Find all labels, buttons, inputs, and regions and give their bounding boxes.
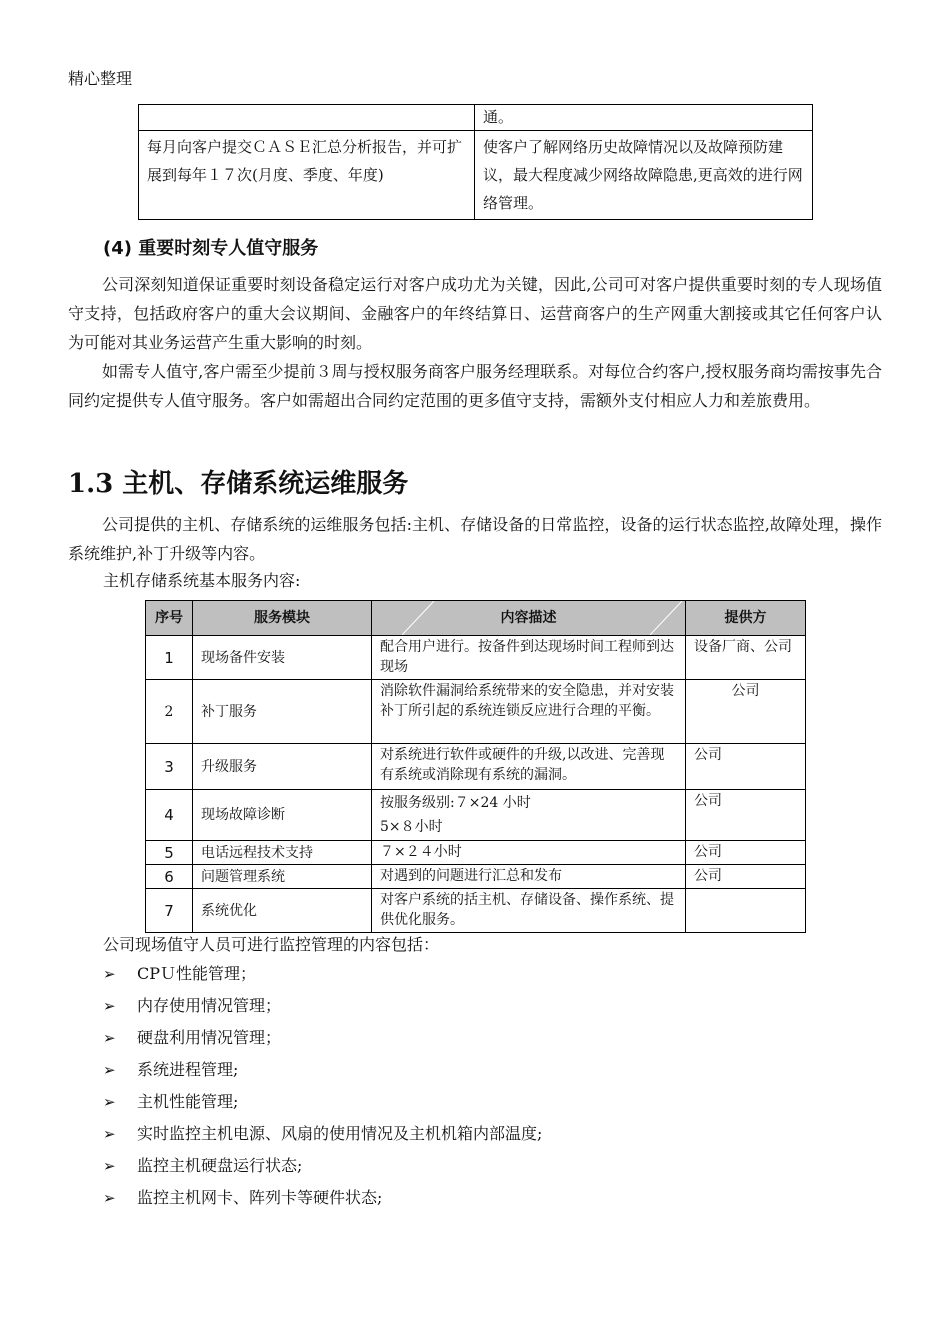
row-number: 5 [146, 841, 193, 865]
row-module: 升级服务 [193, 744, 372, 790]
row-description: 配合用户进行。按备件到达现场时间工程师到达现场 [372, 636, 686, 680]
table-row [146, 865, 806, 889]
list-item [103, 1022, 542, 1054]
row-provider: 设备厂商、公司 [686, 636, 806, 680]
arrow-bullet-icon: ➢ [103, 1189, 116, 1207]
row-module: 系统优化 [193, 889, 372, 933]
row-module: 电话远程技术支持 [193, 841, 372, 865]
arrow-bullet-icon: ➢ [103, 965, 116, 983]
list-item [103, 958, 542, 990]
monitor-list [103, 958, 542, 1214]
list-item-text: CPＵ性能管理； [137, 964, 257, 983]
row-provider: 公司 [686, 790, 806, 841]
continued-table [138, 104, 813, 220]
list-item-text: 实时监控主机电源、风扇的使用情况及主机机箱内部温度; [137, 1124, 543, 1143]
table-row [146, 889, 806, 933]
row-provider: 公司 [686, 680, 806, 744]
monitor-intro: 公司现场值守人员可进行监控管理的内容包括： [103, 935, 440, 954]
row-description: ７×２４小时 [372, 841, 686, 865]
header-number: 序号 [146, 601, 193, 636]
arrow-bullet-icon: ➢ [103, 1093, 116, 1111]
list-item-text: 监控主机网卡、阵列卡等硬件状态; [137, 1188, 383, 1207]
arrow-bullet-icon: ➢ [103, 1157, 116, 1175]
list-item [103, 1086, 542, 1118]
table-cell [139, 105, 475, 131]
row-description [372, 790, 686, 841]
row-number: 2 [146, 680, 193, 744]
list-item-text: 内存使用情况管理； [137, 996, 282, 1015]
list-item-text: 主机性能管理; [137, 1092, 239, 1111]
list-item [103, 1054, 542, 1086]
section-heading: 1.3 主机、存储系统运维服务 [68, 469, 409, 499]
list-item [103, 1182, 542, 1214]
table-row [146, 790, 806, 841]
row-description: 对客户系统的括主机、存储设备、操作系统、提供优化服务。 [372, 889, 686, 933]
list-item-text: 系统进程管理; [137, 1060, 239, 1079]
list-item [103, 1118, 542, 1150]
row-module: 补丁服务 [193, 680, 372, 744]
description-line: 5×８小时 [380, 819, 443, 835]
table-row [146, 680, 806, 744]
table-row [139, 131, 813, 220]
row-provider: 公司 [686, 744, 806, 790]
list-item-text: 硬盘利用情况管理； [137, 1028, 282, 1047]
arrow-bullet-icon: ➢ [103, 1125, 116, 1143]
table-row [146, 744, 806, 790]
header-description: 内容描述 [372, 601, 686, 636]
table-header-row [146, 601, 806, 636]
description-line: 按服务级别:７×24 小时 [380, 795, 531, 811]
row-module: 现场备件安装 [193, 636, 372, 680]
row-description: 消除软件漏洞给系统带来的安全隐患，并对安装补丁所引起的系统连锁反应进行合理的平衡。 [372, 680, 686, 744]
row-module: 问题管理系统 [193, 865, 372, 889]
service-table [145, 600, 806, 933]
row-number: 1 [146, 636, 193, 680]
header-provider: 提供方 [686, 601, 806, 636]
table-cell: 使客户了解网络历史故障情况以及故障预防建议，最大程度减少网络故障隐患,更高效的进行网络管理。 [475, 131, 813, 220]
table-row [146, 636, 806, 680]
list-item-text: 监控主机硬盘运行状态; [137, 1156, 303, 1175]
row-module: 现场故障诊断 [193, 790, 372, 841]
arrow-bullet-icon: ➢ [103, 1029, 116, 1047]
arrow-bullet-icon: ➢ [103, 1061, 116, 1079]
list-item [103, 1150, 542, 1182]
row-provider: 公司 [686, 865, 806, 889]
arrow-bullet-icon: ➢ [103, 997, 116, 1015]
paragraph: 公司深刻知道保证重要时刻设备稳定运行对客户成功尤为关键，因此,公司可对客户提供重要时刻的专人现场值守支持，包括政府客户的重大会议期间、金融客户的年终结算日、运营商客户的生产网重大割接或其它任何客户认为可能对其业务运营产生重大影响的时刻。 [68, 275, 882, 352]
row-number: 7 [146, 889, 193, 933]
row-number: 3 [146, 744, 193, 790]
table-row [139, 105, 813, 131]
row-number: 6 [146, 865, 193, 889]
list-item [103, 990, 542, 1022]
header-module: 服务模块 [193, 601, 372, 636]
row-number: 4 [146, 790, 193, 841]
table-intro: 主机存储系统基本服务内容: [103, 571, 301, 590]
row-description: 对遇到的问题进行汇总和发布 [372, 865, 686, 889]
row-provider [686, 889, 806, 933]
table-cell: 通。 [475, 105, 813, 131]
table-row [146, 841, 806, 865]
paragraph: 如需专人值守,客户需至少提前３周与授权服务商客户服务经理联系。对每位合约客户,授权服务商均需按事先合同约定提供专人值守服务。客户如需超出合同约定范围的更多值守支持，需额外支付相应人力和差旅费用。 [68, 362, 882, 410]
row-description: 对系统进行软件或硬件的升级,以改进、完善现有系统或消除现有系统的漏洞。 [372, 744, 686, 790]
table-cell: 每月向客户提交ＣＡＳＥ汇总分析报告，并可扩展到每年１７次(月度、季度、年度) [139, 131, 475, 220]
paragraph: 公司提供的主机、存储系统的运维服务包括:主机、存储设备的日常监控，设备的运行状态监控,故障处理，操作系统维护,补丁升级等内容。 [68, 515, 882, 563]
row-provider: 公司 [686, 841, 806, 865]
subsection-heading: (4) 重要时刻专人值守服务 [103, 238, 319, 259]
page-header-note: 精心整理 [68, 69, 133, 88]
